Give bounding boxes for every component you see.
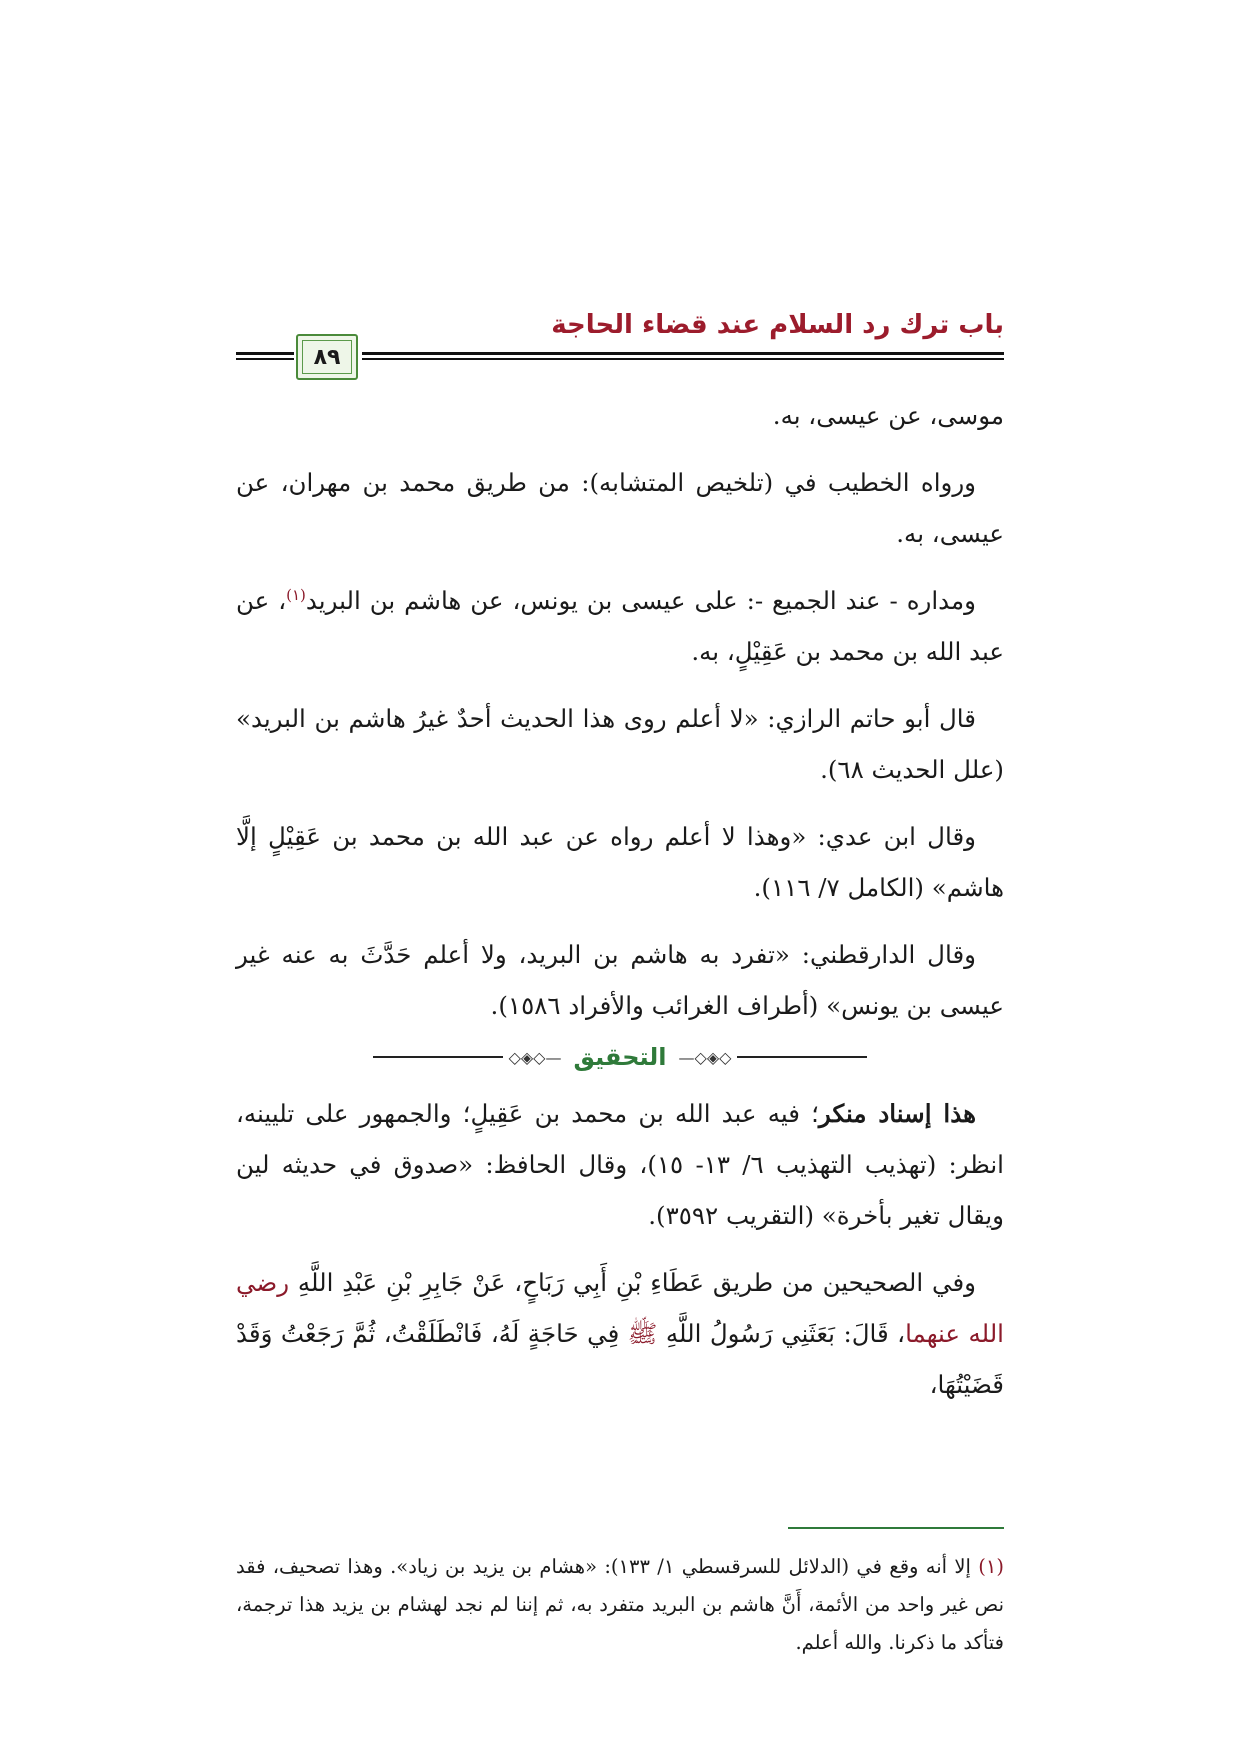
honorific: رضي الله عنهما	[236, 1268, 1004, 1348]
paragraph-text: ؛ فيه عبد الله بن محمد بن عَقِيلٍ؛ والجمهور على تليينه، انظر: (تهذيب التهذيب ٦/ ١٣- ١٥)، وقال الحافظ: «صدوق في حديثه لين ويقال تغير بأخرة» (التقريب ٣٥٩٢).	[236, 1099, 1004, 1230]
paragraph: قال أبو حاتم الرازي: «لا أعلم روى هذا الحديث أحدٌ غيرُ هاشم بن البريد» (علل الحديث ٦٨).	[236, 704, 1004, 784]
chapter-title: باب ترك رد السلام عند قضاء الحاجة	[551, 310, 1004, 340]
header-rule	[362, 358, 1004, 360]
paragraph: موسى، عن عيسى، به.	[772, 401, 1004, 430]
paragraph	[236, 1257, 1004, 1410]
paragraph	[236, 575, 1004, 677]
footnote-text: إلا أنه وقع في (الدلائل للسرقسطي ١/ ١٣٣): «هشام بن يزيد بن زياد». وهذا تصحيف، فقد نص غير واحد من الأئمة، أَنَّ هاشم بن البريد متفرد به، ثم إننا لم نجد لهشام بن يزيد هذا ترجمة، فتأكد ما ذكرنا. والله أعلم.	[236, 1555, 1004, 1654]
ornament-icon: ◇◈◇—	[678, 1047, 732, 1067]
footnote	[236, 1548, 1004, 1662]
footnotes	[236, 1548, 1004, 1662]
header-rule	[236, 352, 294, 355]
divider-line	[373, 1056, 503, 1058]
tahqiq-text	[236, 1088, 1004, 1426]
honorific: ﷺ	[627, 1319, 658, 1348]
footnote-number: (١)	[978, 1555, 1004, 1578]
paragraph-text: فِي حَاجَةٍ لَهُ، فَانْطَلَقْتُ، ثُمَّ رَجَعْتُ وَقَدْ قَضَيْتُهَا،	[236, 1319, 1004, 1399]
verdict: هذا إسناد منكر	[818, 1099, 976, 1128]
footnote-ref[interactable]: (١)	[286, 585, 306, 604]
paragraph: وقال ابن عدي: «وهذا لا أعلم رواه عن عبد الله بن محمد بن عَقِيْلٍ إلَّا هاشم» (الكامل ٧/ ١١٦).	[236, 822, 1004, 902]
paragraph: وقال الدارقطني: «تفرد به هاشم بن البريد، ولا أعلم حَدَّثَ به عنه غير عيسى بن يونس» (أطراف الغرائب والأفراد ١٥٨٦).	[236, 940, 1004, 1020]
footnote-separator	[788, 1527, 1004, 1529]
paragraph-text: ، عن عبد الله بن محمد بن عَقِيْلٍ، به.	[236, 586, 1004, 666]
paragraph	[236, 1088, 1004, 1241]
paragraph-text: ، قَالَ: بَعَثَنِي رَسُولُ اللَّهِ	[657, 1319, 906, 1348]
paragraph-text: وفي الصحيحين من طريق عَطَاءِ بْنِ أَبِي رَبَاحٍ، عَنْ جَابِرِ بْنِ عَبْدِ اللَّهِ	[289, 1268, 976, 1297]
section-divider	[236, 1042, 1004, 1072]
main-text	[236, 390, 1004, 1047]
section-title: التحقيق	[573, 1043, 667, 1071]
header-rule	[362, 352, 1004, 355]
header-rule	[236, 358, 294, 360]
ornament-icon: —◇◈◇	[508, 1047, 562, 1067]
paragraph-text: ومداره - عند الجميع -: على عيسى بن يونس، عن هاشم بن البريد	[305, 586, 976, 615]
page-number-badge	[296, 334, 358, 380]
page-number: ٨٩	[302, 340, 352, 374]
paragraph: ورواه الخطيب في (تلخيص المتشابه): من طريق محمد بن مهران، عن عيسى، به.	[236, 468, 1004, 548]
divider-line	[737, 1056, 867, 1058]
